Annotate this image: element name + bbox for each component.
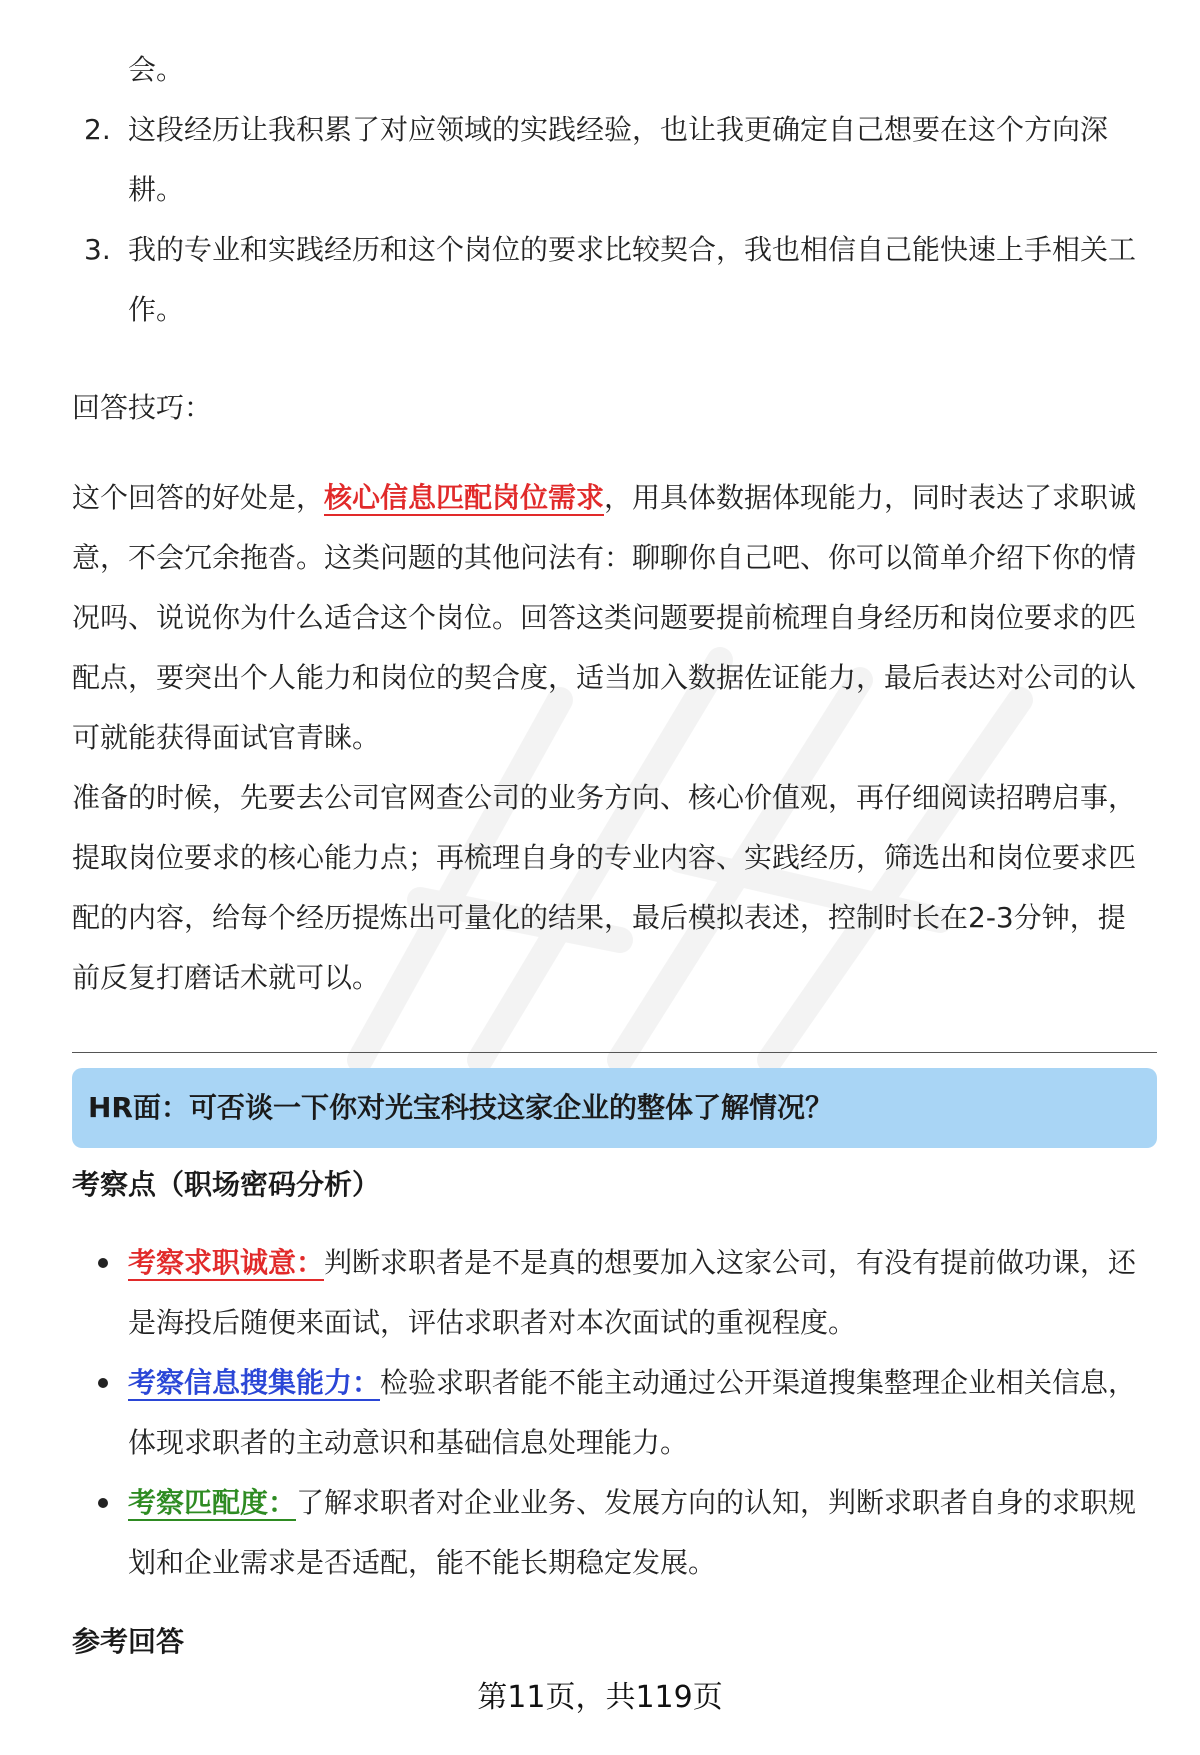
list-item-1-tail-text: 会。 bbox=[128, 53, 185, 86]
list-item-3-text: 我的专业和实践经历和这个岗位的要求比较契合，我也相信自己能快速上手相关工作。 bbox=[128, 233, 1137, 326]
tips-p1-highlight: 核心信息匹配岗位需求 bbox=[324, 481, 605, 514]
tips-paragraph-1 bbox=[72, 468, 1150, 768]
list-item-3 bbox=[72, 220, 1150, 340]
tips-paragraph-2: 准备的时候，先要去公司官网查公司的业务方向、核心价值观，再仔细阅读招聘启事，提取岗位要求的核心能力点；再梳理自身的专业内容、实践经历，筛选出和岗位要求匹配的内容，给每个经历提炼出可量化的结果，最后模拟表述，控制时长在2-3分钟，提前反复打磨话术就可以。 bbox=[72, 781, 1137, 994]
question-box bbox=[72, 1068, 1157, 1148]
section-divider bbox=[72, 1052, 1157, 1053]
tips-label: 回答技巧： bbox=[72, 391, 213, 424]
bullet-dot bbox=[98, 1378, 108, 1388]
assessment-item-3-label: 考察匹配度： bbox=[128, 1486, 297, 1519]
assessment-item-1-text: 判断求职者是不是真的想要加入这家公司，有没有提前做功课，还是海投后随便来面试，评估求职者对本次面试的重视程度。 bbox=[128, 1246, 1137, 1339]
assessment-heading: 考察点（职场密码分析） bbox=[72, 1168, 381, 1201]
assessment-item-1 bbox=[72, 1233, 1150, 1353]
assessment-item-3 bbox=[72, 1473, 1150, 1593]
list-number-3: 3. bbox=[84, 233, 111, 266]
tips-p1-rest: ，用具体数据体现能力，同时表达了求职诚意，不会冗余拖沓。这类问题的其他问法有：聊聊你自己吧、你可以简单介绍下你的情况吗、说说你为什么适合这个岗位。回答这类问题要提前梳理自身经历和岗位要求的匹配点，要突出个人能力和岗位的契合度，适当加入数据佐证能力，最后表达对公司的认可就能获得面试官青睐。 bbox=[72, 481, 1137, 754]
list-item-2-text: 这段经历让我积累了对应领域的实践经验，也让我更确定自己想要在这个方向深耕。 bbox=[128, 113, 1109, 206]
tips-p1-lead: 这个回答的好处是， bbox=[72, 481, 325, 514]
assessment-item-1-label: 考察求职诚意： bbox=[128, 1246, 325, 1279]
assessment-item-2-label: 考察信息搜集能力： bbox=[128, 1366, 381, 1399]
question-text: HR面：可否谈一下你对光宝科技这家企业的整体了解情况？ bbox=[88, 1091, 833, 1124]
page-number: 第11页，共119页 bbox=[477, 1680, 723, 1715]
list-item-1-tail bbox=[72, 40, 1150, 100]
list-number-2: 2. bbox=[84, 113, 111, 146]
list-item-2 bbox=[72, 100, 1150, 220]
assessment-item-2-text: 检验求职者能不能主动通过公开渠道搜集整理企业相关信息，体现求职者的主动意识和基础信息处理能力。 bbox=[128, 1366, 1137, 1459]
assessment-item-3-text: 了解求职者对企业业务、发展方向的认知，判断求职者自身的求职规划和企业需求是否适配，能不能长期稳定发展。 bbox=[128, 1486, 1137, 1579]
bullet-dot bbox=[98, 1258, 108, 1268]
reference-heading: 参考回答 bbox=[72, 1625, 185, 1658]
bullet-dot bbox=[98, 1498, 108, 1508]
assessment-item-2 bbox=[72, 1353, 1150, 1473]
